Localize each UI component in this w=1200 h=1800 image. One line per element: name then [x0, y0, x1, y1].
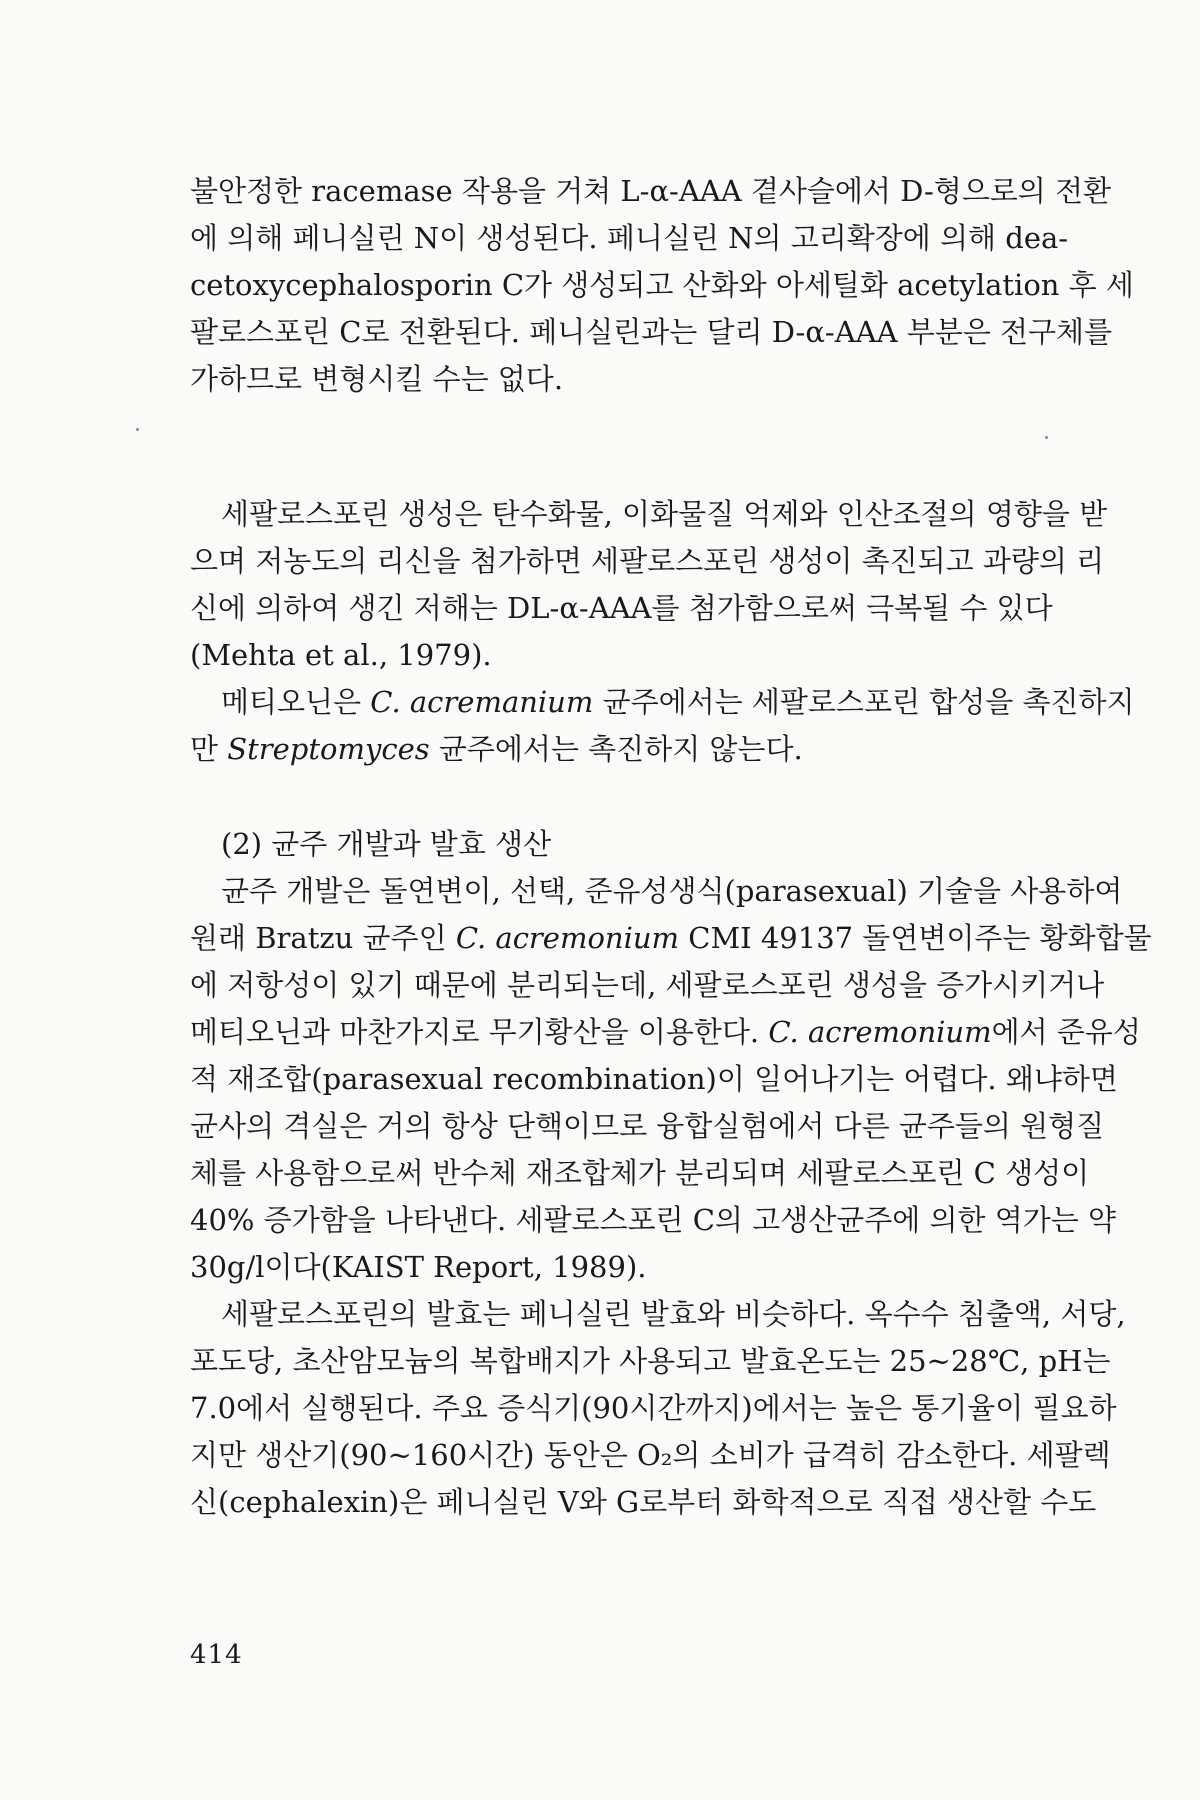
text-line: 신에 의하여 생긴 저해는 DL-α-AAA를 첨가함으로써 극복될 수 있다 [190, 591, 1053, 625]
text-run: 균주에서는 세팔로스포린 합성을 촉진하지 [593, 685, 1135, 719]
text-line: 7.0에서 실행된다. 주요 증식기(90시간까지)에서는 높은 통기율이 필요하 [190, 1391, 1117, 1425]
text-line: 균사의 격실은 거의 항상 단핵이므로 융합실험에서 다른 균주들의 원형질 [190, 1109, 1105, 1143]
paragraph [190, 679, 1135, 773]
text-line [190, 679, 1135, 726]
paragraph-gap [190, 451, 1050, 491]
species-name: C. acremonium [455, 921, 680, 955]
text-line: 팔로스포린 C로 전환된다. 페니실린과는 달리 D-α-AAA 부분은 전구체를 [190, 315, 1113, 349]
text-line: 균주 개발은 돌연변이, 선택, 준유성생식(parasexual) 기술을 사용하여 [221, 874, 1123, 908]
text-line: 포도당, 초산암모늄의 복합배지가 사용되고 발효온도는 25~28℃, pH는 [190, 1344, 1111, 1378]
text-line: 체를 사용함으로써 반수체 재조합체가 분리되며 세팔로스포린 C 생성이 [190, 1156, 1090, 1190]
page-number: 414 [190, 1640, 243, 1670]
text-line: 세팔로스포린의 발효는 페니실린 발효와 비슷하다. 옥수수 침출액, 서당, [221, 1297, 1126, 1331]
text-run: 메티오닌과 마찬가지로 무기황산을 이용한다. [190, 1015, 769, 1049]
body-text [190, 168, 1152, 1526]
paragraph [190, 168, 1134, 403]
text-line [190, 915, 1152, 962]
text-line: 불안정한 racemase 작용을 거쳐 L-α-AAA 곁사슬에서 D-형으로의 전환 [190, 174, 1112, 208]
species-name: C. acremanium [370, 685, 594, 719]
text-run: 에서 준유성 [991, 1015, 1141, 1049]
text-run: 균주에서는 촉진하지 않는다. [429, 732, 803, 766]
text-line: 으며 저농도의 리신을 첨가하면 세팔로스포린 생성이 촉진되고 과량의 리 [190, 544, 1105, 578]
text-line: 40% 증가함을 나타낸다. 세팔로스포린 C의 고생산균주에 의한 역가는 약 [190, 1203, 1116, 1237]
text-line: 신(cephalexin)은 페니실린 V와 G로부터 화학적으로 직접 생산할 수도 [190, 1485, 1097, 1519]
text-line: 지만 생산기(90~160시간) 동안은 O₂의 소비가 급격히 감소한다. 세팔렉 [190, 1438, 1111, 1472]
text-line [190, 726, 1050, 773]
scan-speck [136, 428, 139, 431]
text-line: cetoxycephalosporin C가 생성되고 산화와 아세틸화 acetylation 후 세 [190, 268, 1134, 302]
species-name: C. acremonium [768, 1015, 992, 1049]
text-line: 적 재조합(parasexual recombination)이 일어나기는 어렵다. 왜냐하면 [190, 1062, 1118, 1096]
genus-name: Streptomyces [227, 732, 430, 766]
scan-speck [1045, 436, 1048, 439]
text-run: 만 [190, 732, 228, 766]
text-line: 에 저항성이 있기 때문에 분리되는데, 세팔로스포린 생성을 증가시키거나 [190, 968, 1105, 1002]
text-line: 에 의해 페니실린 N이 생성된다. 페니실린 N의 고리확장에 의해 dea- [190, 221, 1069, 255]
text-run: 원래 Bratzu 균주인 [190, 921, 456, 955]
paragraph-gap [190, 403, 1050, 451]
text-line: (Mehta et al., 1979). [190, 638, 492, 672]
text-line: 가하므로 변형시킬 수는 없다. [190, 362, 564, 396]
paragraph-gap [190, 773, 1050, 821]
paragraph [190, 1291, 1126, 1526]
section-heading: (2) 균주 개발과 발효 생산 [221, 827, 552, 861]
text-line: 30g/l이다(KAIST Report, 1989). [190, 1250, 647, 1284]
paragraph [190, 491, 1108, 679]
text-run: 메티오닌은 [221, 685, 371, 719]
text-line: 세팔로스포린 생성은 탄수화물, 이화물질 억제와 인산조절의 영향을 받 [221, 497, 1108, 531]
paragraph [190, 868, 1152, 1291]
text-run: CMI 49137 돌연변이주는 황화합물 [679, 921, 1152, 955]
text-line [190, 1009, 1141, 1056]
